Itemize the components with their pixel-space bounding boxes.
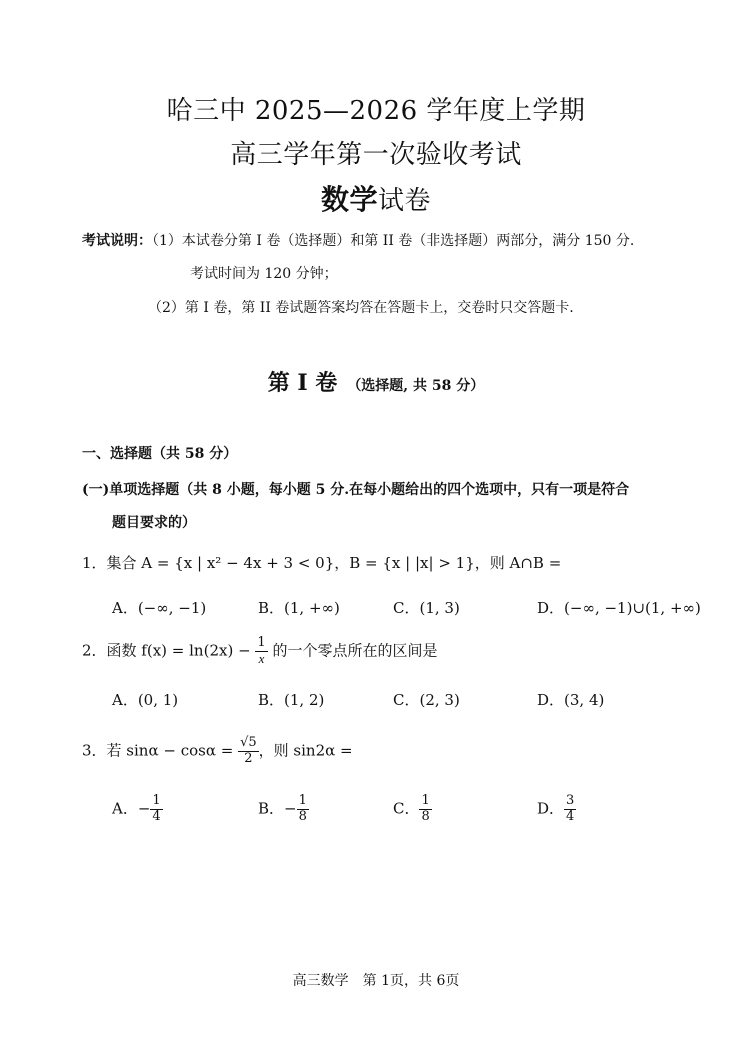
fraction-denominator: 4 bbox=[566, 808, 575, 824]
fraction-numerator: 1 bbox=[152, 793, 161, 808]
question-2-option-b: B．(1, 2) bbox=[258, 691, 325, 709]
option-letter: A． bbox=[112, 799, 138, 818]
fraction-denominator: 4 bbox=[152, 808, 161, 824]
fraction-denominator: 8 bbox=[421, 808, 430, 824]
fraction-denominator: 2 bbox=[244, 750, 253, 766]
fraction-numerator: √5 bbox=[240, 735, 257, 750]
option-letter: D． bbox=[537, 799, 565, 818]
question-2-stem-b: 的一个零点所在的区间是 bbox=[267, 641, 438, 660]
page-footer: 高三数学 第 1页，共 6页 bbox=[292, 973, 460, 989]
fraction-numerator: 3 bbox=[566, 793, 575, 808]
question-2-option-c: C．(2, 3) bbox=[393, 691, 460, 709]
section-subtitle: （选择题, 共 58 分） bbox=[347, 378, 485, 394]
fraction-numerator: 1 bbox=[421, 793, 430, 808]
question-1-option-a: A．(−∞, −1) bbox=[112, 599, 207, 617]
fraction-denominator: x bbox=[258, 650, 265, 666]
question-2-option-a: A．(0, 1) bbox=[112, 691, 179, 709]
subject-name: 数学 bbox=[320, 183, 378, 216]
paper-label: 试卷 bbox=[378, 186, 432, 216]
question-2-option-d: D．(3, 4) bbox=[537, 691, 605, 709]
question-1-option-c: C．(1, 3) bbox=[393, 599, 460, 617]
question-1-option-d: D．(−∞, −1)∪(1, +∞) bbox=[537, 599, 701, 617]
question-3-stem-a: 3．若 sinα − cosα = bbox=[82, 741, 239, 760]
option-letter: B． bbox=[258, 799, 285, 818]
subsection-title-line2: 题目要求的） bbox=[112, 515, 196, 531]
fraction-numerator: 1 bbox=[298, 793, 307, 808]
question-3-stem bbox=[82, 736, 353, 767]
exam-title-line3 bbox=[0, 178, 752, 218]
part-title: 一、选择题（共 58 分） bbox=[82, 446, 238, 462]
option-sign: − bbox=[284, 799, 297, 818]
question-3-fraction bbox=[238, 736, 259, 767]
question-2-fraction bbox=[255, 636, 267, 667]
option-letter: C． bbox=[393, 799, 420, 818]
exam-title-line1: 哈三中 2025—2026 学年度上学期 bbox=[166, 96, 586, 126]
question-1-stem: 1．集合 A = {x | x² − 4x + 3 < 0}，B = {x | |x| > 1}，则 A∩B = bbox=[82, 554, 562, 572]
option-fraction bbox=[564, 794, 576, 825]
question-2-stem-a: 2．函数 f(x) = ln(2x) − bbox=[82, 641, 256, 660]
option-sign: − bbox=[137, 799, 151, 818]
question-3-stem-b: ，则 sin2α = bbox=[258, 741, 353, 760]
option-fraction bbox=[150, 794, 162, 825]
question-3-option-a bbox=[112, 794, 163, 825]
exam-title-line2: 高三学年第一次验收考试 bbox=[230, 140, 522, 170]
instructions-line1 bbox=[82, 230, 634, 250]
instructions-label: 考试说明： bbox=[82, 233, 152, 249]
question-3-option-b bbox=[258, 794, 309, 825]
subsection-title-line1: (一)单项选择题（共 8 小题，每小题 5 分.在每小题给出的四个选项中，只有一项是符合 bbox=[82, 482, 630, 498]
question-1-option-b: B．(1, +∞) bbox=[258, 599, 340, 617]
question-3-option-d bbox=[537, 794, 576, 825]
instructions-item2: （2）第 I 卷，第 II 卷试题答案均答在答题卡上，交卷时只交答题卡. bbox=[148, 300, 574, 316]
question-2-stem bbox=[82, 636, 437, 667]
option-fraction bbox=[419, 794, 431, 825]
option-fraction bbox=[297, 794, 309, 825]
instructions-item1b: 考试时间为 120 分钟； bbox=[190, 266, 338, 282]
section-title bbox=[0, 366, 752, 397]
fraction-denominator: 8 bbox=[298, 808, 307, 824]
instructions-item1a: （1）本试卷分第 I 卷（选择题）和第 II 卷（非选择题）两部分，满分 150 分. bbox=[152, 233, 635, 249]
fraction-numerator: 1 bbox=[257, 635, 266, 650]
question-3-option-c bbox=[393, 794, 432, 825]
section-name: 第 I 卷 bbox=[267, 370, 338, 396]
